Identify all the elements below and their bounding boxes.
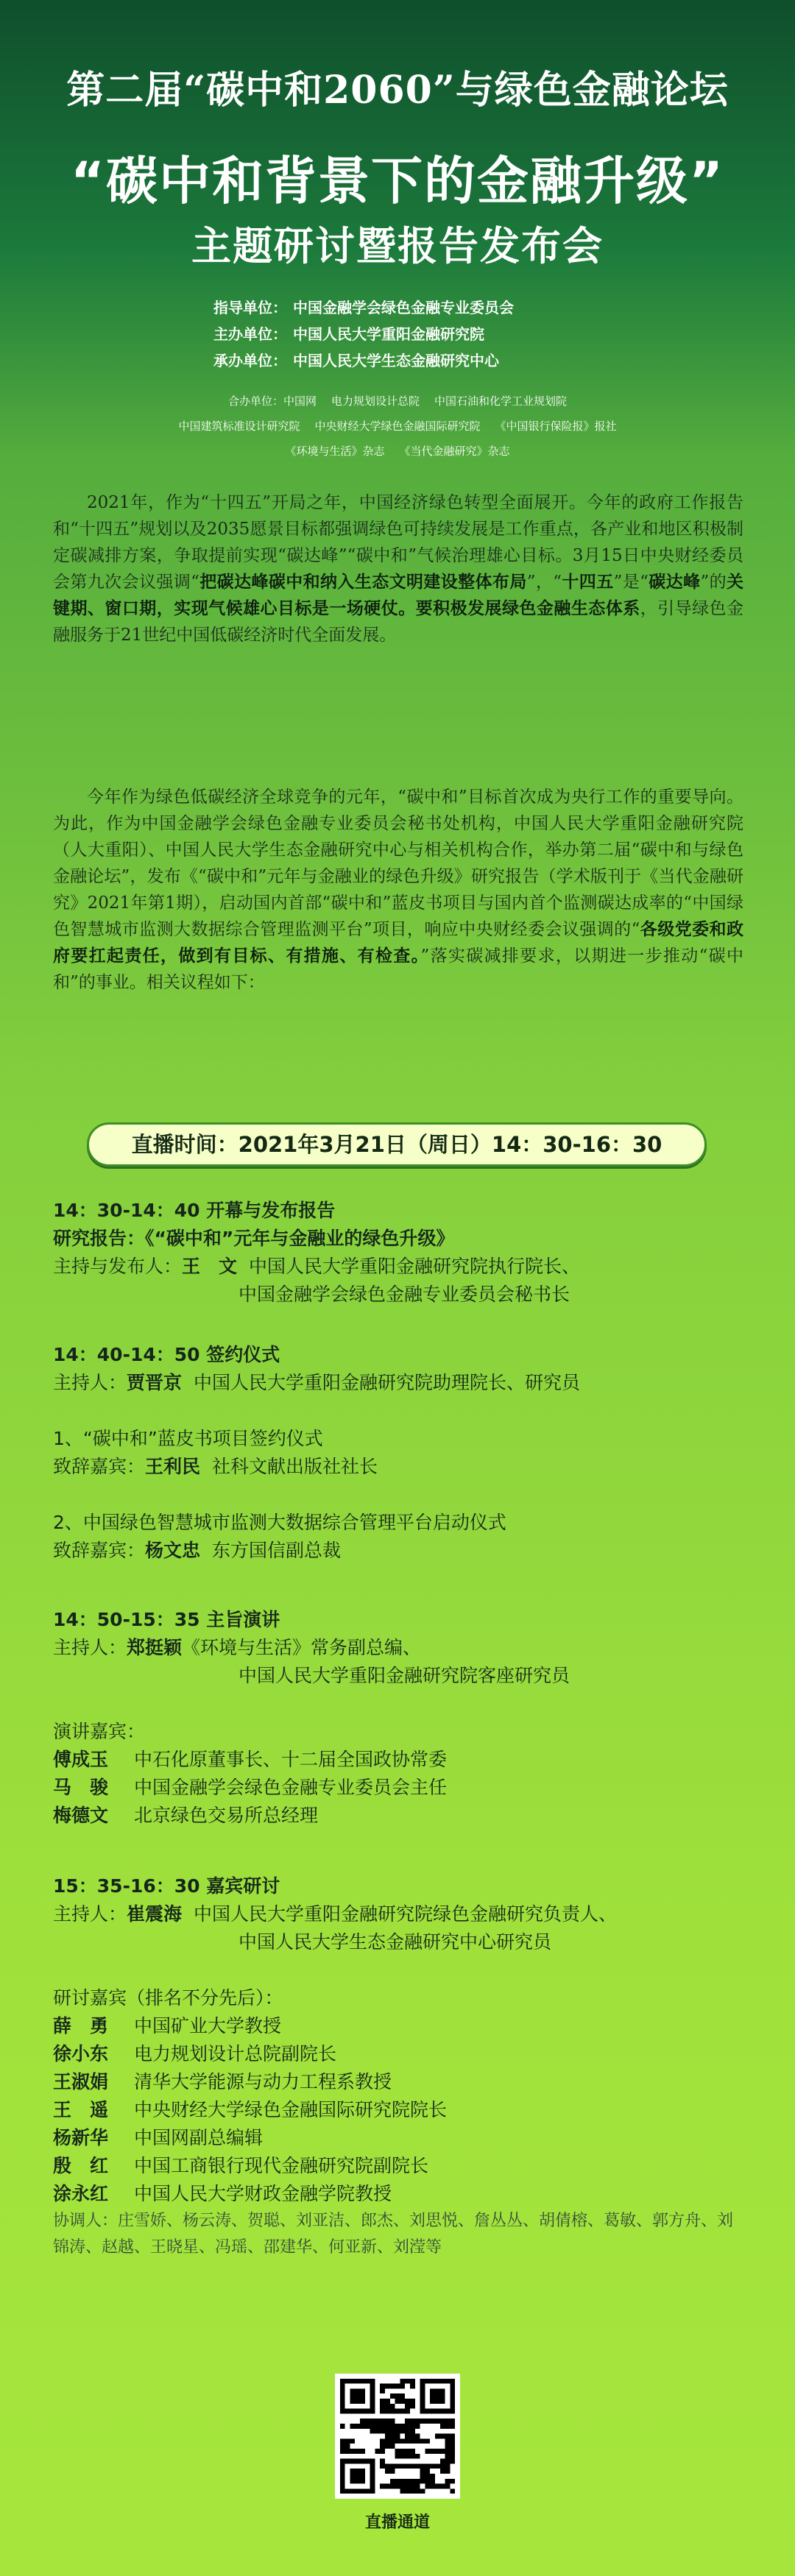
signing-item-2: 2、中国绿色智慧城市监测大数据综合管理平台启动仪式 <box>53 1512 506 1533</box>
agenda-session-signing <box>53 1341 752 1565</box>
co-organizers-line: 《环境与生活》杂志 《当代金融研究》杂志 <box>285 445 510 458</box>
main-title: “碳中和背景下的金融升级” <box>70 151 724 211</box>
host-line: 主持人：贾晋京 中国人民大学重阳金融研究院助理院长、研究员 <box>53 1372 580 1393</box>
live-time-banner: 直播时间：2021年3月21日（周日）14：30-16：30 <box>87 1122 707 1167</box>
host-line-cont: 中国人民大学重阳金融研究院客座研究员 <box>239 1665 570 1686</box>
coordinators: 协调人：庄雪娇、杨云涛、贺聪、刘亚洁、郎杰、刘思悦、詹丛丛、胡倩榕、葛敏、郭方舟、刘锦涛、赵越、王晓星、冯瑶、邵建华、何亚新、刘滢等 <box>53 2212 734 2257</box>
guest-row: 马 骏 中国金融学会绿色金融专业委员会主任 <box>53 1777 448 1798</box>
organizers <box>213 294 729 374</box>
guest-row: 王淑娟 清华大学能源与动力工程系教授 <box>53 2071 392 2092</box>
session-time-title: 14：30-14：40 开幕与发布报告 <box>53 1200 336 1221</box>
guest-row: 王 遥 中央财经大学绿色金融国际研究院院长 <box>53 2099 448 2120</box>
session-time-title: 15：35-16：30 嘉宾研讨 <box>53 1875 280 1897</box>
guest-row: 徐小东 电力规划设计总院副院长 <box>53 2043 337 2064</box>
guest-row: 梅德文 北京绿色交易所总经理 <box>53 1805 319 1826</box>
guest-row: 涂永红 中国人民大学财政金融学院教授 <box>53 2183 392 2204</box>
forum-title: 第二届“碳中和2060”与绿色金融论坛 <box>66 68 729 113</box>
co-organizers <box>44 389 751 464</box>
session-time-title: 14：50-15：35 主旨演讲 <box>53 1609 280 1630</box>
organizer-host: 主办单位： 中国人民大学重阳金融研究院 <box>213 325 484 343</box>
organizer-guide: 指导单位： 中国金融学会绿色金融专业委员会 <box>213 299 514 316</box>
host-line-cont: 中国金融学会绿色金融专业委员会秘书长 <box>239 1284 570 1305</box>
guest-row: 傅成玉 中石化原董事长、十二届全国政协常委 <box>53 1749 448 1770</box>
agenda-session-panel <box>53 1872 752 2208</box>
session-time-title: 14：40-14：50 签约仪式 <box>53 1344 280 1365</box>
host-line: 主持人：崔震海 中国人民大学重阳金融研究院绿色金融研究负责人、 <box>53 1903 617 1925</box>
co-organizers-line: 中国建筑标准设计研究院 中央财经大学绿色金融国际研究院 《中国银行保险报》报社 <box>178 420 617 433</box>
guest-row: 薛 勇 中国矿业大学教授 <box>53 2015 282 2037</box>
speaker-line: 致辞嘉宾：杨文忠 东方国信副总裁 <box>53 1540 341 1561</box>
host-line-cont: 中国人民大学生态金融研究中心研究员 <box>239 1931 552 1953</box>
qr-label: 直播通道 <box>364 2513 430 2532</box>
guests-label: 演讲嘉宾： <box>53 1721 146 1742</box>
report-title: 研究报告：《“碳中和”元年与金融业的绿色升级》 <box>53 1228 455 1249</box>
guest-row: 杨新华 中国网副总编辑 <box>53 2127 264 2148</box>
co-organizers-line: 合办单位：中国网 电力规划设计总院 中国石油和化学工业规划院 <box>227 394 568 408</box>
agenda-session-opening <box>53 1197 752 1309</box>
guest-row: 殷 红 中国工商银行现代金融研究院副院长 <box>53 2155 429 2176</box>
organizer-undertaker: 承办单位： 中国人民大学生态金融研究中心 <box>213 352 499 369</box>
intro-paragraph-2: 今年作为绿色低碳经济全球竞争的元年，“碳中和”目标首次成为央行工作的重要导向。为此，作为中国金融学会绿色金融专业委员会秘书处机构，中国人民大学重阳金融研究院（人大重阳）、中国人民大学生态金融研究中心与相关机构合作，举办第二届“碳中和与绿色金融论坛”，发布《“碳中和”元年与金融业的绿色升级》研究报告（学术版刊于《当代金融研究》2021年第1期），启动国内首部“碳中和”蓝皮书项目与国内首个监测碳达成率的“中国绿色智慧城市监测大数据综合管理监测平台”项目，响应中央财经委会议强调的“各级党委和政府要扛起责任，做到有目标、有措施、有检查。”落实碳减排要求，以期进一步推动“碳中和”的事业。相关议程如下： <box>53 788 743 992</box>
qr-code-icon <box>335 2374 460 2499</box>
host-line: 主持人：郑挺颖《环境与生活》常务副总编、 <box>53 1637 422 1658</box>
host-line: 主持与发布人：王 文 中国人民大学重阳金融研究院执行院长、 <box>53 1256 580 1277</box>
signing-item-1: 1、“碳中和”蓝皮书项目签约仪式 <box>53 1428 323 1449</box>
qr-code[interactable] <box>335 2374 460 2499</box>
agenda-session-keynote <box>53 1606 752 1830</box>
guests-label: 研讨嘉宾（排名不分先后）： <box>53 1987 283 2009</box>
intro-paragraph-1: 2021年，作为“十四五”开局之年，中国经济绿色转型全面展开。今年的政府工作报告和“十四五”规划以及2035愿景目标都强调绿色可持续发展是工作重点，各产业和地区积极制定碳减排方案，争取提前实现“碳达峰”“碳中和”气候治理雄心目标。3月15日中央财经委员会第九次会议强调“把碳达峰碳中和纳入生态文明建设整体布局”，“十四五”是“碳达峰”的关键期、窗口期，实现气候雄心目标是一场硬仗。要积极发展绿色金融生态体系，引导绿色金融服务于21世纪中国低碳经济时代全面发展。 <box>53 493 744 645</box>
speaker-line: 致辞嘉宾：王利民 社科文献出版社社长 <box>53 1456 378 1477</box>
sub-title: 主题研讨暨报告发布会 <box>191 223 604 269</box>
